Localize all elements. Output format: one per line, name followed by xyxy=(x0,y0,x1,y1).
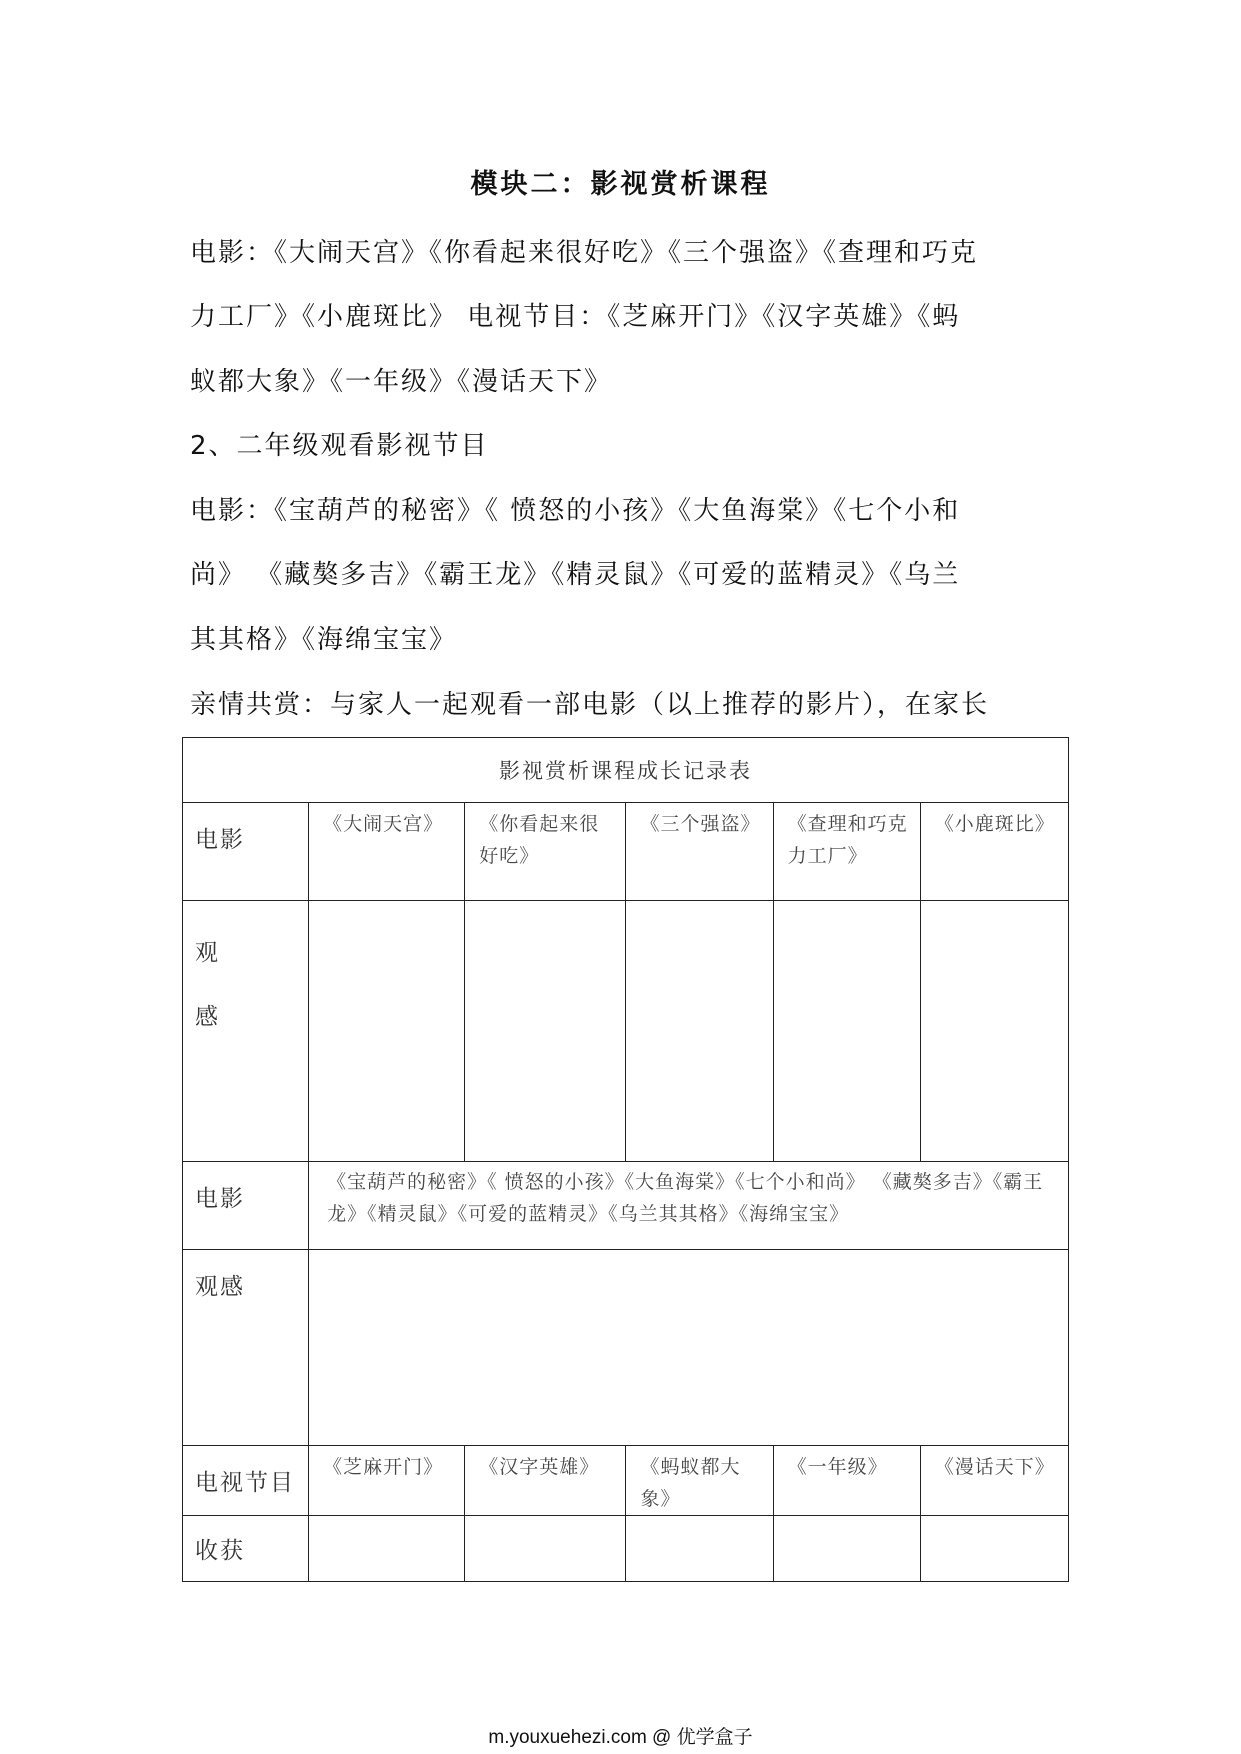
row-label-impression-2: 观感 xyxy=(183,1250,309,1446)
gains-input-cell[interactable] xyxy=(309,1516,465,1582)
paragraph-line: 尚》 《藏獒多吉》《霸王龙》《精灵鼠》《可爱的蓝精灵》《乌兰 xyxy=(190,560,961,590)
table-caption: 影视赏析课程成长记录表 xyxy=(183,738,1069,803)
row-label-gains: 收获 xyxy=(183,1516,309,1582)
label-char: 观 xyxy=(195,940,218,966)
label-char: 感 xyxy=(195,1004,218,1030)
gains-input-cell[interactable] xyxy=(920,1516,1068,1582)
impression-input-cell[interactable] xyxy=(773,901,920,1162)
movie-title-cell: 《三个强盗》 xyxy=(626,803,773,901)
row-label-tv-programs: 电视节目 xyxy=(183,1446,309,1516)
impression-input-wide[interactable] xyxy=(309,1250,1069,1446)
tv-program-cell: 《芝麻开门》 xyxy=(309,1446,465,1516)
movie-title-cell: 《你看起来很好吃》 xyxy=(465,803,626,901)
row-label-movie-2: 电影 xyxy=(183,1162,309,1250)
module-heading: 模块二：影视赏析课程 xyxy=(470,169,771,200)
gains-input-cell[interactable] xyxy=(626,1516,773,1582)
movie-title-cell: 《查理和巧克力工厂》 xyxy=(773,803,920,901)
growth-record-table xyxy=(182,737,1069,1582)
paragraph-line: 其其格》《海绵宝宝》 xyxy=(190,625,458,655)
row-label-impression xyxy=(183,901,309,1162)
gains-input-cell[interactable] xyxy=(465,1516,626,1582)
tv-program-cell: 《漫话天下》 xyxy=(920,1446,1068,1516)
impression-input-cell[interactable] xyxy=(309,901,465,1162)
paragraph-line: 蚁都大象》《一年级》《漫话天下》 xyxy=(190,367,613,397)
tv-program-cell: 《一年级》 xyxy=(773,1446,920,1516)
paragraph-line: 电影：《宝葫芦的秘密》《 愤怒的小孩》《大鱼海棠》《七个小和 xyxy=(190,496,961,526)
impression-input-cell[interactable] xyxy=(920,901,1068,1162)
paragraph-line: 力工厂》《小鹿斑比》 电视节目：《芝麻开门》《汉字英雄》《蚂 xyxy=(190,302,961,332)
movie-list-cell: 《宝葫芦的秘密》《 愤怒的小孩》《大鱼海棠》《七个小和尚》 《藏獒多吉》《霸王龙》《精灵鼠》《可爱的蓝精灵》《乌兰其其格》《海绵宝宝》 xyxy=(309,1162,1069,1250)
tv-program-cell: 《汉字英雄》 xyxy=(465,1446,626,1516)
movie-title-cell: 《小鹿斑比》 xyxy=(920,803,1068,901)
footer-watermark: m.youxuehezi.com @ 优学盒子 xyxy=(488,1727,753,1748)
row-label-movie: 电影 xyxy=(183,803,309,901)
tv-program-cell: 《蚂蚁都大象》 xyxy=(626,1446,773,1516)
impression-input-cell[interactable] xyxy=(465,901,626,1162)
paragraph-line: 亲情共赏：与家人一起观看一部电影（以上推荐的影片），在家长 xyxy=(190,690,990,720)
paragraph-line: 电影：《大闹天宫》《你看起来很好吃》《三个强盗》《查理和巧克 xyxy=(190,238,979,268)
paragraph-line: 2、二年级观看影视节目 xyxy=(190,431,489,461)
impression-input-cell[interactable] xyxy=(626,901,773,1162)
gains-input-cell[interactable] xyxy=(773,1516,920,1582)
movie-title-cell: 《大闹天宫》 xyxy=(309,803,465,901)
